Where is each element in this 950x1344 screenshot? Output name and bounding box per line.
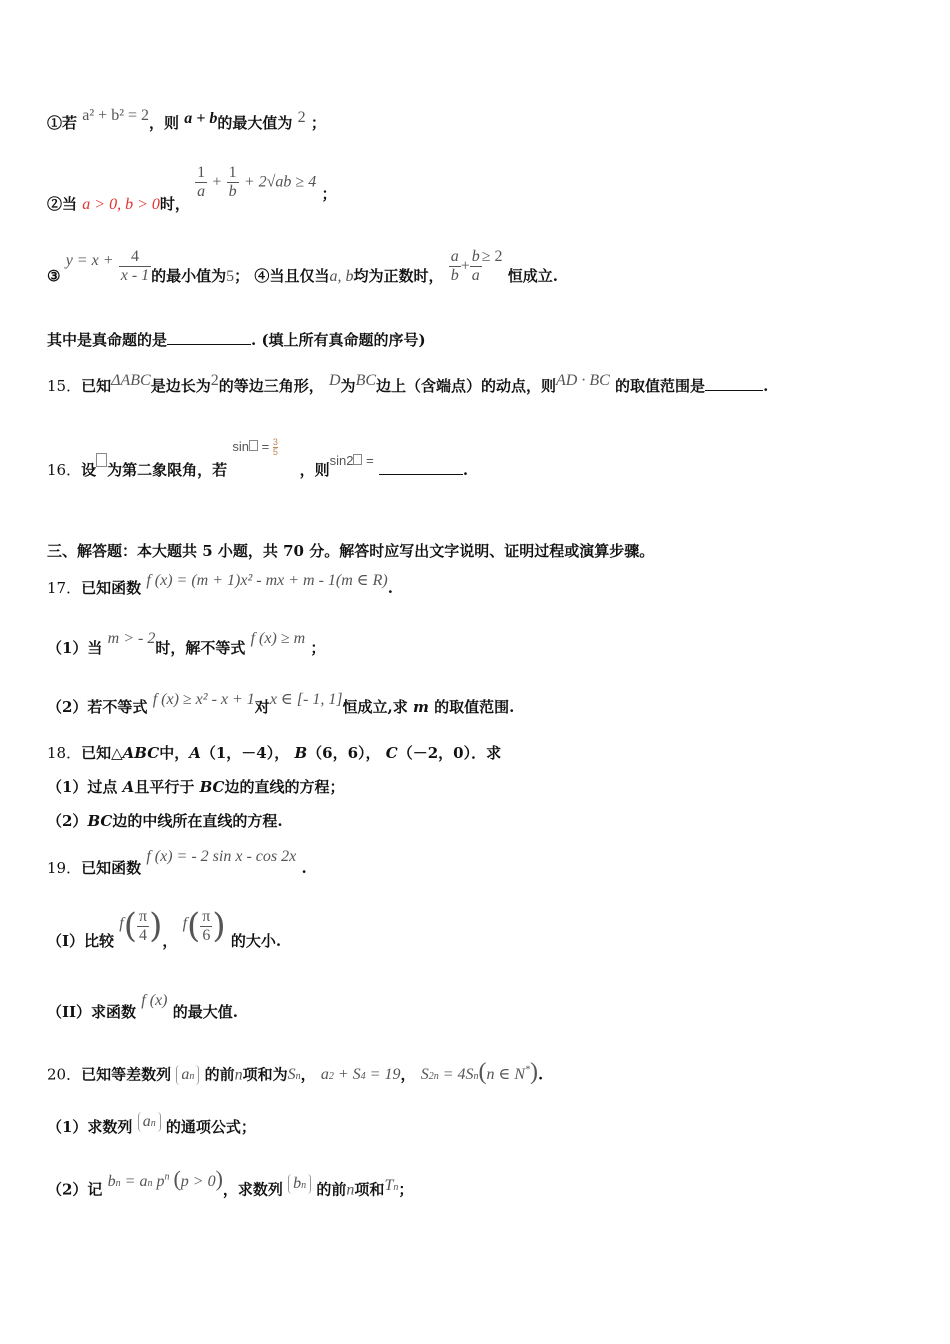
q20-pre: 已知等差数列 xyxy=(81,1065,172,1084)
q17-p2-t1: 对 xyxy=(254,698,270,716)
q19-p1-label: （I）比较 xyxy=(47,932,115,950)
q19-p1-f1: f xyxy=(119,915,124,932)
q15-t2: 的等边三角形， xyxy=(218,377,324,395)
item-3-post: 的最小值为 xyxy=(151,266,227,285)
q15-pre: 已知 xyxy=(81,377,112,395)
q17-p1-condition: m > - 2 xyxy=(107,630,156,647)
q18-coords-a: （1，－4）， xyxy=(200,744,290,762)
q19-part-1 xyxy=(47,906,282,950)
q15-t1: 是边长为 xyxy=(150,377,211,395)
q19-end: . xyxy=(301,859,307,877)
q18-coords-b: （6，6）， xyxy=(307,744,381,762)
q19-p2-t1: 的最大值. xyxy=(172,1003,238,1021)
q17-end: . xyxy=(387,579,393,597)
q17-p2-inequality: f (x) ≥ x² - x + 1 xyxy=(152,691,255,708)
q17-part-2 xyxy=(47,691,515,718)
item-1-mid: ，则 xyxy=(149,114,180,132)
q17-p1-t1: 时，解不等式 xyxy=(155,639,246,657)
q17-pre: 已知函数 xyxy=(81,579,142,597)
q18-p1-segment: BC xyxy=(199,778,225,796)
q19-p1-rparen-1: ) xyxy=(149,906,163,946)
q19-p1-rparen-2: ) xyxy=(212,906,226,946)
q18-coords-c: （－2，0）．求 xyxy=(397,744,502,762)
q19-p2-function: f (x) xyxy=(141,992,168,1009)
q19-p1-lparen-1: ( xyxy=(123,906,137,946)
q17-p1-end: ； xyxy=(310,639,326,657)
item-1-post: 的最大值为 xyxy=(217,114,293,132)
item-2-end: ； xyxy=(321,184,337,203)
q20-n: n xyxy=(234,1066,243,1084)
item-3-function: y = x + xyxy=(65,251,114,269)
item-4-mid: 均为正数时， xyxy=(353,266,444,285)
q17-p2-range: x ∈ [- 1, 1] xyxy=(269,691,343,708)
q17-p1-inequality: f (x) ≥ m xyxy=(250,630,306,647)
summary-end: . (填上所有真命题的序号) xyxy=(251,331,426,349)
section-title: 三、解答题：本大题共 5 小题，共 70 分。解答时应写出文字说明、证明过程或演算步骤。 xyxy=(47,542,655,560)
q20-s: Sn xyxy=(287,1066,301,1084)
q18-p2-segment: BC xyxy=(87,812,113,830)
summary-blank xyxy=(167,330,251,345)
item-2-expression-tail: + 2√ab ≥ 4 xyxy=(243,173,317,191)
item-1-condition: a² + b² = 2 xyxy=(82,107,150,124)
question-20 xyxy=(47,1061,543,1087)
q20-condition-1: a2 + S4 = 19 xyxy=(320,1066,401,1084)
q18-p1-t2: 边的直线的方程； xyxy=(224,778,345,796)
q15-dot-product: AD · BC xyxy=(556,372,610,389)
q20-t1: 的前 xyxy=(204,1065,235,1084)
q20-sep-2: ， xyxy=(400,1065,416,1084)
q15-number: 15． xyxy=(47,377,82,395)
q15-t3: 为 xyxy=(340,377,356,395)
item-3-number: ③ xyxy=(47,266,61,285)
item-4-end: 恒成立. xyxy=(507,266,558,285)
q19-pre: 已知函数 xyxy=(81,859,142,877)
q20-p2-t2: 的前 xyxy=(316,1180,347,1199)
q15-t4: 边上（含端点）的动点，则 xyxy=(376,377,557,395)
item-4-vars: a, b xyxy=(329,267,354,285)
q16-condition: sin = $\frac{3}{5}$ xyxy=(232,437,278,458)
q19-function: f (x) = - 2 sin x - cos 2x xyxy=(146,848,297,865)
q18-number: 18． xyxy=(47,744,82,762)
question-17 xyxy=(47,572,393,599)
q18-point-a: A xyxy=(189,744,201,762)
q19-number: 19． xyxy=(47,859,82,877)
q20-p1-sequence: an xyxy=(138,1112,161,1132)
q20-p2-t: Tn xyxy=(384,1177,399,1195)
q18-point-c: C xyxy=(385,744,398,762)
summary-line xyxy=(47,330,426,350)
item-2-condition: a > 0, b > 0 xyxy=(82,195,160,213)
q18-p2-t1: 边的中线所在直线的方程. xyxy=(112,812,283,830)
item-4-pre: 当且仅当 xyxy=(269,266,330,285)
summary-text: 其中是真命题的是 xyxy=(47,331,168,349)
q20-p2-end: ； xyxy=(398,1180,414,1199)
q20-sep-1: ， xyxy=(300,1065,316,1084)
q18-point-b: B xyxy=(294,744,308,762)
q18-part-2 xyxy=(47,811,283,831)
q18-p1-label: （1）过点 xyxy=(47,778,118,796)
q20-sequence: an xyxy=(176,1065,199,1085)
item-4-number: ④ xyxy=(254,266,270,285)
q15-t5: 的取值范围是 xyxy=(615,377,706,395)
item-2-pre: 当 xyxy=(62,194,78,213)
q20-p2-n: n xyxy=(346,1181,355,1199)
q20-p2-definition: bn = an $p^n$ (p > 0) xyxy=(107,1166,223,1192)
q16-t2: ，则 xyxy=(299,461,330,479)
item-1-value: 2 xyxy=(297,109,306,126)
question-19 xyxy=(47,848,307,879)
q17-p2-t3: 的取值范围. xyxy=(434,698,515,716)
item-2-mid: 时， xyxy=(159,194,190,213)
q19-p1-arg-1: $\frac{\pi}{4}$ xyxy=(138,907,148,944)
q19-p1-t1: 的大小. xyxy=(230,932,282,950)
q16-ask: sin2 = xyxy=(329,453,374,468)
q20-part-2 xyxy=(47,1166,414,1202)
q15-end: . xyxy=(763,377,769,395)
item-4-tail: ≥ 2 xyxy=(481,247,503,265)
q20-p1-label: （1）求数列 xyxy=(47,1118,133,1136)
question-15 xyxy=(47,372,769,397)
q19-p2-label: （II）求函数 xyxy=(47,1003,137,1021)
question-16 xyxy=(47,437,469,481)
q18-p1-t1: 且平行于 xyxy=(134,778,195,796)
q16-blank xyxy=(379,460,463,475)
q15-segment-bc: BC xyxy=(355,372,377,389)
q17-function: f (x) = (m + 1)x² - mx + m - 1(m ∈ R) xyxy=(146,572,388,589)
item-2: ②当 a > 0, b > 0时， $\frac{1}{a}$ + $\frac{1}{b}$ + 2√ab ≥ 4 ； xyxy=(47,164,337,213)
q19-p1-lparen-2: ( xyxy=(187,906,201,946)
item-1-expression: a + b xyxy=(184,110,218,127)
q17-number: 17． xyxy=(47,579,82,597)
q17-p2-var: m xyxy=(413,698,429,716)
item-3-separator: ； xyxy=(234,266,250,285)
item-1-number: ① xyxy=(47,114,63,132)
item-1-pre: 若 xyxy=(62,114,78,132)
item-3-fraction: $\frac{4}{x - 1}$ xyxy=(120,248,150,284)
question-18 xyxy=(47,743,501,763)
q18-triangle: ABC xyxy=(122,744,160,762)
item-2-number: ② xyxy=(47,194,63,213)
q20-end: . xyxy=(538,1065,544,1084)
q15-triangle: ΔABC xyxy=(111,372,151,389)
q19-p1-f2: f xyxy=(182,915,188,932)
q17-p1-label: （1）当 xyxy=(47,639,103,657)
q15-length: 2 xyxy=(210,372,219,389)
q17-p2-t2: 恒成立,求 xyxy=(342,698,408,716)
item-3-value: 5 xyxy=(226,267,235,285)
q20-t2: 项和为 xyxy=(242,1065,288,1084)
item-2-frac-b: $\frac{1}{b}$ xyxy=(228,164,237,200)
item-1 xyxy=(47,107,326,134)
q18-p1-point: A xyxy=(122,778,135,796)
q20-p1-t1: 的通项公式； xyxy=(165,1118,256,1136)
item-4-frac-ab: $\frac{a}{b}$ xyxy=(450,248,459,284)
q16-t1: 为第二象限角，若 xyxy=(107,461,228,479)
item-1-end: ； xyxy=(310,114,326,132)
q15-blank xyxy=(705,376,763,391)
q18-t1: 中， xyxy=(159,744,190,762)
q20-p2-sequence: bn xyxy=(288,1174,311,1194)
q16-angle-placeholder xyxy=(96,453,107,467)
q18-text: 已知△ xyxy=(81,744,123,762)
q19-p1-sep: ， xyxy=(162,932,178,950)
item-2-frac-a: $\frac{1}{a}$ xyxy=(197,164,206,200)
item-3-4: ③ y = x + $\frac{4}{x - 1}$ 的最小值为5； ④当且仅当a, b均为正数时， $\frac{a}{b}$ + $\frac{b}{a}$ ≥ 2 恒成立. xyxy=(47,247,558,285)
q16-pre: 设 xyxy=(81,461,97,479)
q15-point-d: D xyxy=(328,372,341,389)
q17-part-1 xyxy=(47,630,326,659)
q20-condition-2: S2n = 4Sn(n ∈ N*) xyxy=(420,1059,539,1086)
q20-p2-t3: 项和 xyxy=(354,1180,385,1199)
q20-part-1 xyxy=(47,1113,256,1138)
q19-part-2 xyxy=(47,992,238,1023)
item-4-frac-ba: $\frac{b}{a}$ xyxy=(471,248,480,284)
q17-p2-label: （2）若不等式 xyxy=(47,698,148,716)
q16-number: 16． xyxy=(47,461,82,479)
q16-end: . xyxy=(462,461,469,479)
q19-p1-arg-2: $\frac{\pi}{6}$ xyxy=(202,907,211,944)
q18-part-1 xyxy=(47,777,344,797)
q20-p2-t1: ，求数列 xyxy=(222,1180,283,1199)
q20-number: 20． xyxy=(47,1065,82,1084)
q18-p2-label: （2） xyxy=(47,812,88,830)
q20-p2-label: （2）记 xyxy=(47,1180,103,1199)
